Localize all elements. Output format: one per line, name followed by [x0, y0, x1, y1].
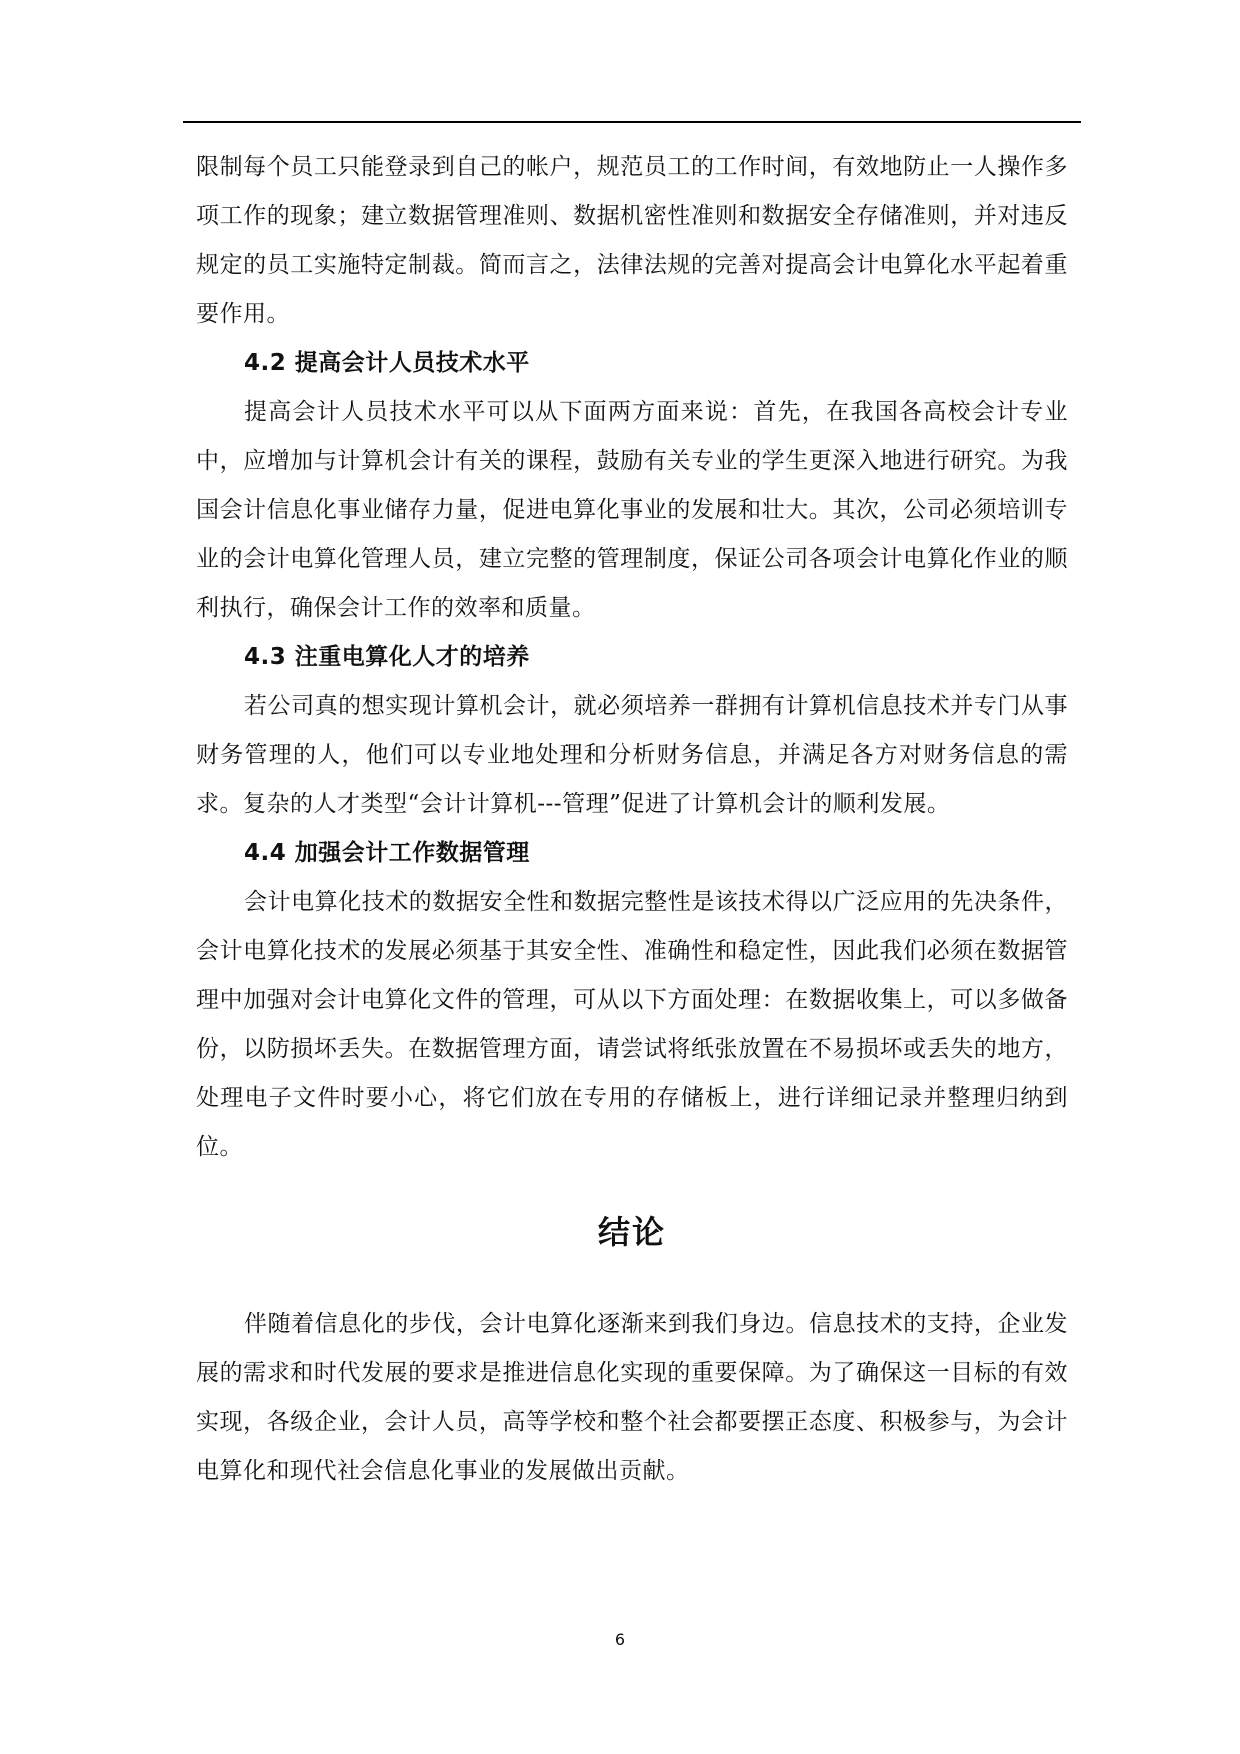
continuation-paragraph: 限制每个员工只能登录到自己的帐户，规范员工的工作时间，有效地防止一人操作多项工作的现象；建立数据管理准则、数据机密性准则和数据安全存储准则，并对违反规定的员工实施特定制裁。简而言之，法律法规的完善对提高会计电算化水平起着重要作用。: [196, 154, 1068, 327]
page-number: 6: [614, 1630, 626, 1649]
section-heading-4-4: 4.4 加强会计工作数据管理: [244, 840, 530, 866]
page-body: [196, 143, 1068, 1496]
section-body-4-2: 提高会计人员技术水平可以从下面两方面来说：首先，在我国各高校会计专业中，应增加与计算机会计有关的课程，鼓励有关专业的学生更深入地进行研究。为我国会计信息化事业储存力量，促进电算化事业的发展和壮大。其次，公司必须培训专业的会计电算化管理人员，建立完整的管理制度，保证公司各项会计电算化作业的顺利执行，确保会计工作的效率和质量。: [196, 399, 1068, 621]
section-heading-4-3: 4.3 注重电算化人才的培养: [244, 644, 530, 670]
header-rule: [183, 121, 1081, 123]
conclusion-body: 伴随着信息化的步伐，会计电算化逐渐来到我们身边。信息技术的支持，企业发展的需求和时代发展的要求是推进信息化实现的重要保障。为了确保这一目标的有效实现，各级企业，会计人员，高等学校和整个社会都要摆正态度、积极参与，为会计电算化和现代社会信息化事业的发展做出贡献。: [196, 1311, 1068, 1484]
section-body-4-3: 若公司真的想实现计算机会计，就必须培养一群拥有计算机信息技术并专门从事财务管理的人，他们可以专业地处理和分析财务信息，并满足各方对财务信息的需求。复杂的人才类型“会计计算机---管理”促进了计算机会计的顺利发展。: [196, 693, 1068, 817]
conclusion-title: 结论: [597, 1213, 666, 1251]
section-body-4-4: 会计电算化技术的数据安全性和数据完整性是该技术得以广泛应用的先决条件，会计电算化技术的发展必须基于其安全性、准确性和稳定性，因此我们必须在数据管理中加强对会计电算化文件的管理，可从以下方面处理：在数据收集上，可以多做备份，以防损坏丢失。在数据管理方面，请尝试将纸张放置在不易损坏或丢失的地方，处理电子文件时要小心，将它们放在专用的存储板上，进行详细记录并整理归纳到位。: [196, 889, 1068, 1160]
section-heading-4-2: 4.2 提高会计人员技术水平: [244, 350, 530, 376]
